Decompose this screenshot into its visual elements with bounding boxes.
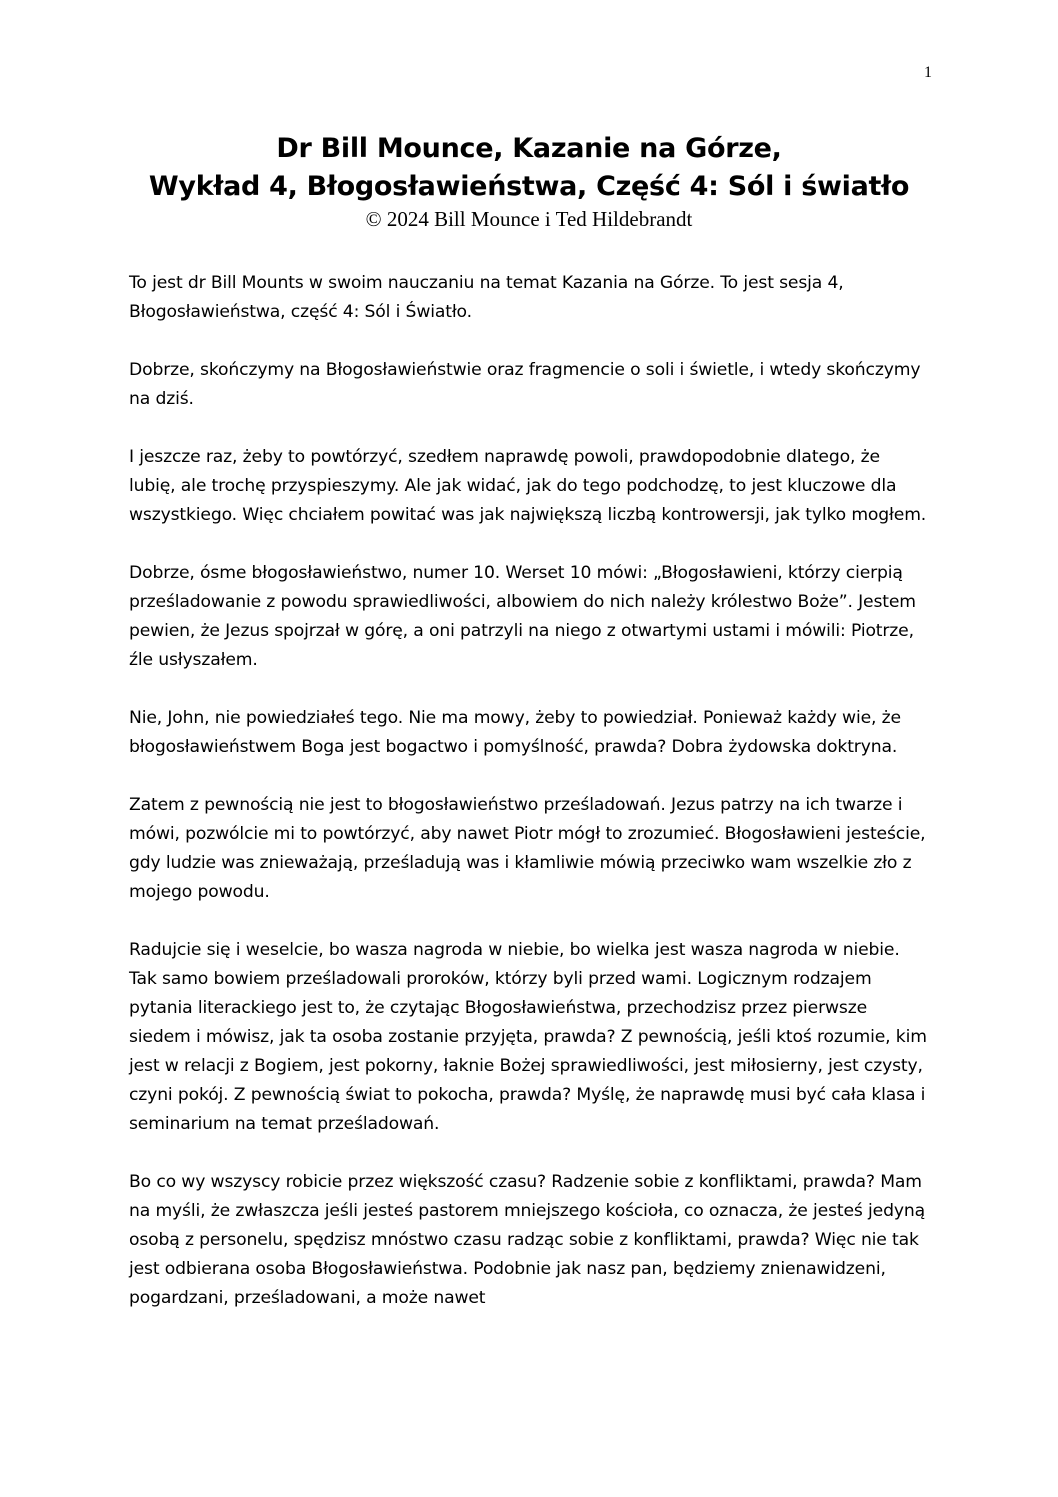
paragraph: Dobrze, ósme błogosławieństwo, numer 10. Werset 10 mówi: „Błogosławieni, którzy cierpią prześladowanie z powodu sprawiedliwości, albowiem do nich należy królestwo Boże”. Jestem pewien, że Jezus spojrzał w górę, a oni patrzyli na niego z otwartymi ustami i mówili: Piotrze, źle usłyszałem. — [129, 563, 916, 670]
paragraph: Bo co wy wszyscy robicie przez większość czasu? Radzenie sobie z konfliktami, prawda? Mam na myśli, że zwłaszcza jeśli jesteś pastorem mniejszego kościoła, co oznacza, że jesteś jedyną osobą z personelu, spędzisz mnóstwo czasu radząc sobie z konfliktami, prawda? Więc nie tak jest odbierana osoba Błogosławieństwa. Podobnie jak nasz pan, będziemy znienawidzeni, pogardzani, prześladowani, a może nawet — [129, 1172, 925, 1308]
paragraph: To jest dr Bill Mounts w swoim nauczaniu na temat Kazania na Górze. To jest sesja 4, Błogosławieństwa, część 4: Sól i Światło. — [129, 273, 844, 322]
document-title-line-2: Wykład 4, Błogosławieństwa, Część 4: Sól i światło — [148, 171, 910, 202]
paragraph: Dobrze, skończymy na Błogosławieństwie oraz fragmencie o soli i świetle, i wtedy skończymy na dziś. — [129, 360, 921, 409]
paragraph: I jeszcze raz, żeby to powtórzyć, szedłem naprawdę powoli, prawdopodobnie dlatego, że lubię, ale trochę przyspieszymy. Ale jak widać, jak do tego podchodzę, to jest kluczowe dla wszystkiego. Więc chciałem powitać was jak największą liczbą kontrowersji, jak tylko mogłem. — [129, 447, 927, 525]
paragraph: Nie, John, nie powiedziałeś tego. Nie ma mowy, żeby to powiedział. Ponieważ każdy wie, że błogosławieństwem Boga jest bogactwo i pomyślność, prawda? Dobra żydowska doktryna. — [129, 708, 901, 757]
title-block — [100, 130, 958, 232]
document-body — [129, 269, 929, 1342]
paragraph: Zatem z pewnością nie jest to błogosławieństwo prześladowań. Jezus patrzy na ich twarze i mówi, pozwólcie mi to powtórzyć, aby nawet Piotr mógł to zrozumieć. Błogosławieni jesteście, gdy ludzie was znieważają, prześladują was i kłamliwie mówią przeciwko wam wszelkie zło z mojego powodu. — [129, 795, 926, 902]
copyright-notice: © 2024 Bill Mounce i Ted Hildebrandt — [365, 207, 693, 231]
paragraph: Radujcie się i weselcie, bo wasza nagroda w niebie, bo wielka jest wasza nagroda w niebie. Tak samo bowiem prześladowali proroków, którzy byli przed wami. Logicznym rodzajem pytania literackiego jest to, że czytając Błogosławieństwa, przechodzisz przez pierwsze siedem i mówisz, jak ta osoba zostanie przyjęta, prawda? Z pewnością, jeśli ktoś rozumie, kim jest w relacji z Bogiem, jest pokorny, łaknie Bożej sprawiedliwości, jest miłosierny, jest czysty, czyni pokój. Z pewnością świat to pokocha, prawda? Myślę, że naprawdę musi być cała klasa i seminarium na temat prześladowań. — [129, 940, 927, 1134]
document-title-line-1: Dr Bill Mounce, Kazanie na Górze, — [276, 133, 782, 164]
page-number: 1 — [924, 64, 932, 81]
